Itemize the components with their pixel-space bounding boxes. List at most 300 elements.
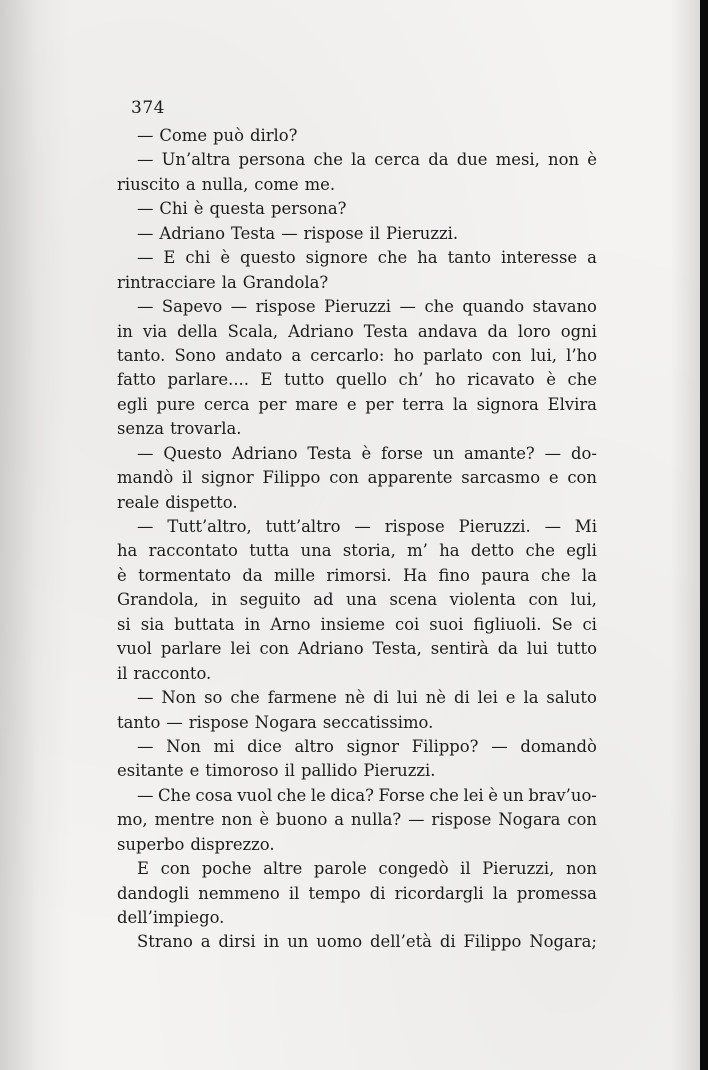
- word: tormentato: [138, 565, 231, 585]
- word: altro: [294, 736, 334, 756]
- word: in: [263, 932, 280, 952]
- word: nulla?: [350, 810, 402, 830]
- word: la: [452, 394, 468, 414]
- word: Grandola,: [117, 590, 199, 610]
- word: amante?: [463, 443, 535, 463]
- word: ho: [435, 370, 456, 390]
- word: vuol: [237, 785, 273, 805]
- word: non: [565, 859, 597, 879]
- word: trovarla.: [170, 419, 242, 439]
- word: Testa: [231, 223, 276, 243]
- word: parole: [313, 859, 367, 879]
- word: che: [313, 150, 343, 170]
- word: a: [587, 248, 597, 268]
- word: è: [117, 565, 127, 585]
- word: Arno: [270, 614, 311, 634]
- word: non: [548, 150, 580, 170]
- word: a: [185, 174, 196, 194]
- word: andava: [417, 321, 478, 341]
- word: mesi,: [495, 150, 540, 170]
- text-line: [117, 833, 597, 857]
- word: —: [137, 688, 154, 708]
- word: la: [523, 688, 539, 708]
- word: —: [137, 126, 154, 145]
- word: rispose: [188, 712, 249, 732]
- word: suoi: [429, 614, 464, 634]
- text-line: [117, 515, 597, 539]
- text-line: [117, 393, 597, 417]
- word: Non: [161, 688, 197, 708]
- word: dirlo?: [249, 126, 298, 145]
- word: questo: [240, 248, 296, 268]
- word: è: [587, 150, 597, 170]
- word: apparente: [367, 468, 453, 488]
- word: superbo: [117, 834, 185, 854]
- word: di: [369, 883, 386, 903]
- word: andato: [225, 345, 283, 365]
- word: ha: [117, 541, 138, 561]
- word: Sapevo: [161, 297, 223, 317]
- word: congedò: [378, 859, 449, 879]
- word: una: [346, 590, 377, 610]
- text-line: [117, 539, 597, 563]
- word: il: [284, 761, 295, 781]
- word: in: [211, 590, 228, 610]
- text-line: [117, 320, 597, 344]
- word: disprezzo.: [190, 834, 275, 854]
- word: mentre: [154, 810, 215, 830]
- text-line: [117, 686, 597, 710]
- word: e: [548, 468, 559, 488]
- word: —: [408, 810, 425, 830]
- word: questa: [209, 199, 265, 219]
- word: signor: [346, 736, 399, 756]
- word: parlare....: [167, 370, 249, 390]
- word: interesse: [500, 248, 578, 268]
- word: nulla,: [201, 174, 249, 194]
- word: ogni: [560, 321, 597, 341]
- word: sarcasmo: [461, 468, 541, 488]
- word: dandogli: [117, 883, 190, 903]
- word: via: [142, 321, 168, 341]
- word: forse: [381, 443, 423, 463]
- word: Adriano: [231, 443, 298, 463]
- word: —: [137, 736, 154, 756]
- word: mandò: [117, 468, 174, 488]
- word: di: [439, 932, 456, 952]
- text-line: [117, 735, 597, 759]
- word: ha: [417, 248, 438, 268]
- word: dica?: [330, 785, 374, 805]
- text-line: [117, 784, 597, 808]
- word: una: [300, 541, 332, 561]
- word: ho: [393, 345, 415, 365]
- word: Grandola?: [242, 272, 329, 292]
- word: sia: [140, 614, 165, 634]
- word: rimorsi.: [326, 565, 392, 585]
- word: egli: [117, 394, 148, 414]
- word: violenta: [449, 590, 516, 610]
- word: è: [361, 443, 372, 463]
- word: rispose: [303, 223, 364, 243]
- word: con: [329, 468, 359, 488]
- word: —: [399, 297, 416, 317]
- word: seguito: [239, 590, 301, 610]
- word: Pieruzzi.: [385, 223, 459, 243]
- word: poche: [201, 859, 252, 879]
- word: brav’uo-: [528, 785, 597, 805]
- text-line: [117, 564, 597, 588]
- word: che: [424, 297, 454, 317]
- text-line: [117, 906, 597, 930]
- word: —: [491, 736, 508, 756]
- word: terra: [402, 394, 444, 414]
- word: Scala,: [227, 321, 279, 341]
- word: due: [456, 150, 488, 170]
- word: Testa: [307, 443, 352, 463]
- word: riuscito: [117, 174, 180, 194]
- word: E: [260, 370, 273, 390]
- word: Come: [159, 126, 208, 145]
- word: parlare: [160, 639, 222, 659]
- word: che: [230, 688, 260, 708]
- word: in: [117, 321, 133, 341]
- text-line: [117, 417, 597, 441]
- word: Pieruzzi.: [458, 517, 531, 536]
- text-line: [117, 148, 597, 172]
- word: rispose: [384, 517, 445, 536]
- word: a: [334, 810, 345, 830]
- word: con: [528, 590, 559, 610]
- word: persona: [238, 150, 306, 170]
- text-line: [117, 930, 597, 954]
- word: buono: [275, 810, 328, 830]
- word: cosa: [195, 785, 233, 805]
- word: sentirà: [430, 639, 489, 659]
- word: coi: [394, 614, 420, 634]
- text-line: [117, 808, 597, 832]
- word: a: [291, 345, 302, 365]
- word: e: [505, 688, 516, 708]
- text-line: [117, 637, 597, 661]
- word: mi: [213, 736, 235, 756]
- word: il: [288, 883, 300, 903]
- word: Un’altra: [161, 150, 231, 170]
- word: e: [346, 394, 357, 414]
- text-line: [117, 246, 597, 270]
- word: Testa: [363, 321, 408, 341]
- text-line: [117, 491, 597, 515]
- word: racconto.: [133, 663, 212, 683]
- word: Chi: [159, 199, 188, 219]
- word: tanto: [447, 248, 491, 268]
- word: un: [502, 785, 524, 805]
- word: Ha: [402, 565, 428, 585]
- word: —: [137, 223, 154, 243]
- text-line: [117, 222, 597, 246]
- word: fino: [438, 565, 470, 585]
- word: Filippo?: [411, 736, 479, 756]
- word: Se: [551, 614, 573, 634]
- word: nemmeno: [198, 883, 280, 903]
- text-line: [117, 124, 597, 148]
- word: lui: [396, 688, 418, 708]
- word: in: [244, 614, 261, 634]
- word: dice: [247, 736, 282, 756]
- word: —: [166, 712, 183, 732]
- word: saluto: [546, 688, 597, 708]
- word: E: [163, 248, 176, 268]
- word: chi: [185, 248, 211, 268]
- word: Elvira: [547, 394, 597, 414]
- word: ch’: [398, 370, 424, 390]
- word: egli: [566, 541, 597, 561]
- word: Mi: [574, 517, 597, 536]
- word: cerca: [374, 150, 421, 170]
- word: ci: [582, 614, 597, 634]
- page-edge-shadow: [670, 0, 700, 1070]
- word: tutto: [284, 370, 325, 390]
- word: parlato: [423, 345, 483, 365]
- text-line: [117, 368, 597, 392]
- word: timoroso: [205, 761, 279, 781]
- word: altre: [263, 859, 303, 879]
- word: storia,: [342, 541, 396, 561]
- word: do-: [570, 443, 597, 463]
- word: rintracciare: [117, 272, 216, 292]
- word: Filippo: [262, 468, 321, 488]
- word: Forse: [378, 785, 425, 805]
- word: vuol: [117, 639, 152, 659]
- word: con: [567, 810, 597, 830]
- word: che: [276, 785, 307, 805]
- word: da: [242, 565, 263, 585]
- word: non: [221, 810, 253, 830]
- word: con: [567, 468, 597, 488]
- word: farmene: [267, 688, 337, 708]
- word: è: [220, 248, 231, 268]
- word: signore: [305, 248, 368, 268]
- word: signor: [201, 468, 254, 488]
- word: ricordargli: [394, 883, 484, 903]
- word: lei: [463, 785, 484, 805]
- word: tutto: [556, 639, 597, 659]
- word: scena: [389, 590, 438, 610]
- word: reale: [117, 492, 160, 512]
- word: dirsi: [218, 932, 256, 952]
- word: con: [160, 859, 191, 879]
- text-line: [117, 662, 597, 686]
- word: m’: [407, 541, 428, 561]
- word: Pieruzzi: [324, 297, 392, 317]
- word: la: [492, 883, 508, 903]
- word: Strano: [137, 932, 193, 952]
- word: è: [193, 199, 204, 219]
- word: l’ho: [566, 345, 597, 365]
- word: Tutt’altro,: [167, 517, 252, 536]
- word: —: [137, 297, 154, 317]
- word: la: [221, 272, 237, 292]
- word: stavano: [532, 297, 597, 317]
- word: Pieruzzi.: [363, 761, 436, 781]
- word: tutt’altro: [265, 517, 341, 536]
- word: Adriano: [297, 639, 364, 659]
- word: raccontato: [148, 541, 238, 561]
- word: persona?: [270, 199, 347, 219]
- word: quello: [335, 370, 387, 390]
- word: quando: [462, 297, 525, 317]
- word: lei: [230, 639, 251, 659]
- word: che: [429, 785, 459, 805]
- word: e: [189, 761, 200, 781]
- word: la: [351, 150, 367, 170]
- word: che: [541, 565, 571, 585]
- word: —: [137, 443, 154, 463]
- text-line: [117, 711, 597, 735]
- word: nè: [344, 688, 366, 708]
- word: può: [213, 126, 244, 145]
- word: Nogara: [254, 712, 317, 732]
- word: le: [310, 785, 326, 805]
- word: dispetto.: [165, 492, 238, 512]
- word: lui: [526, 639, 548, 659]
- word: so: [204, 688, 223, 708]
- word: della: [177, 321, 218, 341]
- word: ad: [313, 590, 334, 610]
- word: il: [369, 223, 380, 243]
- word: me.: [304, 174, 336, 194]
- word: ricavato: [467, 370, 535, 390]
- word: Sono: [174, 345, 216, 365]
- word: pure: [156, 394, 196, 414]
- word: il: [182, 468, 193, 488]
- word: con: [259, 639, 290, 659]
- word: detto: [470, 541, 515, 561]
- word: rispose: [255, 297, 316, 317]
- word: tanto: [117, 712, 161, 732]
- word: paura: [481, 565, 530, 585]
- word: Adriano: [288, 321, 354, 341]
- word: —: [281, 223, 298, 243]
- word: mille: [274, 565, 316, 585]
- word: —: [544, 517, 561, 536]
- word: esitante: [117, 761, 184, 781]
- word: loro: [517, 321, 551, 341]
- word: che: [567, 370, 597, 390]
- page-edge-border: [700, 0, 708, 1070]
- word: —: [544, 443, 562, 463]
- word: per: [365, 394, 394, 414]
- word: cerca: [203, 394, 250, 414]
- word: da: [487, 321, 508, 341]
- text-line: [117, 173, 597, 197]
- word: nè: [425, 688, 447, 708]
- word: Non: [166, 736, 201, 756]
- word: lui,: [530, 345, 557, 365]
- word: il: [117, 663, 128, 683]
- word: da: [497, 639, 518, 659]
- word: si: [117, 614, 131, 634]
- word: pallido: [300, 761, 358, 781]
- word: da: [428, 150, 449, 170]
- word: il: [460, 859, 471, 879]
- word: E: [137, 859, 149, 879]
- page-number: 374: [131, 98, 165, 118]
- text-line: [117, 882, 597, 906]
- word: un: [432, 443, 455, 463]
- word: tanto.: [117, 345, 166, 365]
- word: Nogara: [498, 810, 561, 830]
- word: Questo: [163, 443, 222, 463]
- text-line: [117, 295, 597, 319]
- text-line: [117, 442, 597, 466]
- word: mare: [295, 394, 339, 414]
- word: è: [546, 370, 556, 390]
- word: Nogara;: [529, 932, 597, 952]
- word: —: [137, 199, 154, 219]
- word: lui,: [570, 590, 597, 610]
- word: Filippo: [463, 932, 522, 952]
- text-line: [117, 613, 597, 637]
- word: cercarlo:: [310, 345, 385, 365]
- word: Testa,: [372, 639, 422, 659]
- word: la: [581, 565, 597, 585]
- text-line: [117, 759, 597, 783]
- word: buttata: [174, 614, 235, 634]
- body-text: [117, 124, 597, 955]
- word: Che: [158, 785, 191, 805]
- word: fatto: [117, 370, 156, 390]
- word: promessa: [516, 883, 597, 903]
- word: un: [287, 932, 309, 952]
- word: che: [377, 248, 408, 268]
- page-gutter-shadow: [0, 0, 70, 1070]
- word: ha: [439, 541, 460, 561]
- word: figliuoli.: [473, 614, 542, 634]
- text-line: [117, 197, 597, 221]
- text-line: [117, 271, 597, 295]
- word: è: [259, 810, 270, 830]
- word: con: [491, 345, 522, 365]
- word: seccatissimo.: [322, 712, 434, 732]
- word: dell’età: [370, 932, 432, 952]
- word: signora: [476, 394, 539, 414]
- text-line: [117, 588, 597, 612]
- word: lei: [477, 688, 498, 708]
- word: senza: [117, 419, 165, 439]
- text-line: [117, 857, 597, 881]
- word: rispose: [431, 810, 492, 830]
- word: —: [137, 785, 154, 805]
- word: —: [354, 517, 371, 536]
- word: a: [200, 932, 211, 952]
- word: tempo: [308, 883, 361, 903]
- word: di: [453, 688, 470, 708]
- word: per: [258, 394, 287, 414]
- word: —: [137, 248, 154, 268]
- word: —: [230, 297, 248, 317]
- word: insieme: [320, 614, 385, 634]
- word: —: [137, 517, 154, 536]
- text-line: [117, 466, 597, 490]
- word: dell’impiego.: [117, 908, 225, 927]
- word: tutta: [249, 541, 290, 561]
- word: che: [525, 541, 555, 561]
- word: di: [373, 688, 389, 708]
- word: come: [254, 174, 299, 194]
- word: —: [137, 150, 154, 170]
- word: domandò: [520, 736, 597, 756]
